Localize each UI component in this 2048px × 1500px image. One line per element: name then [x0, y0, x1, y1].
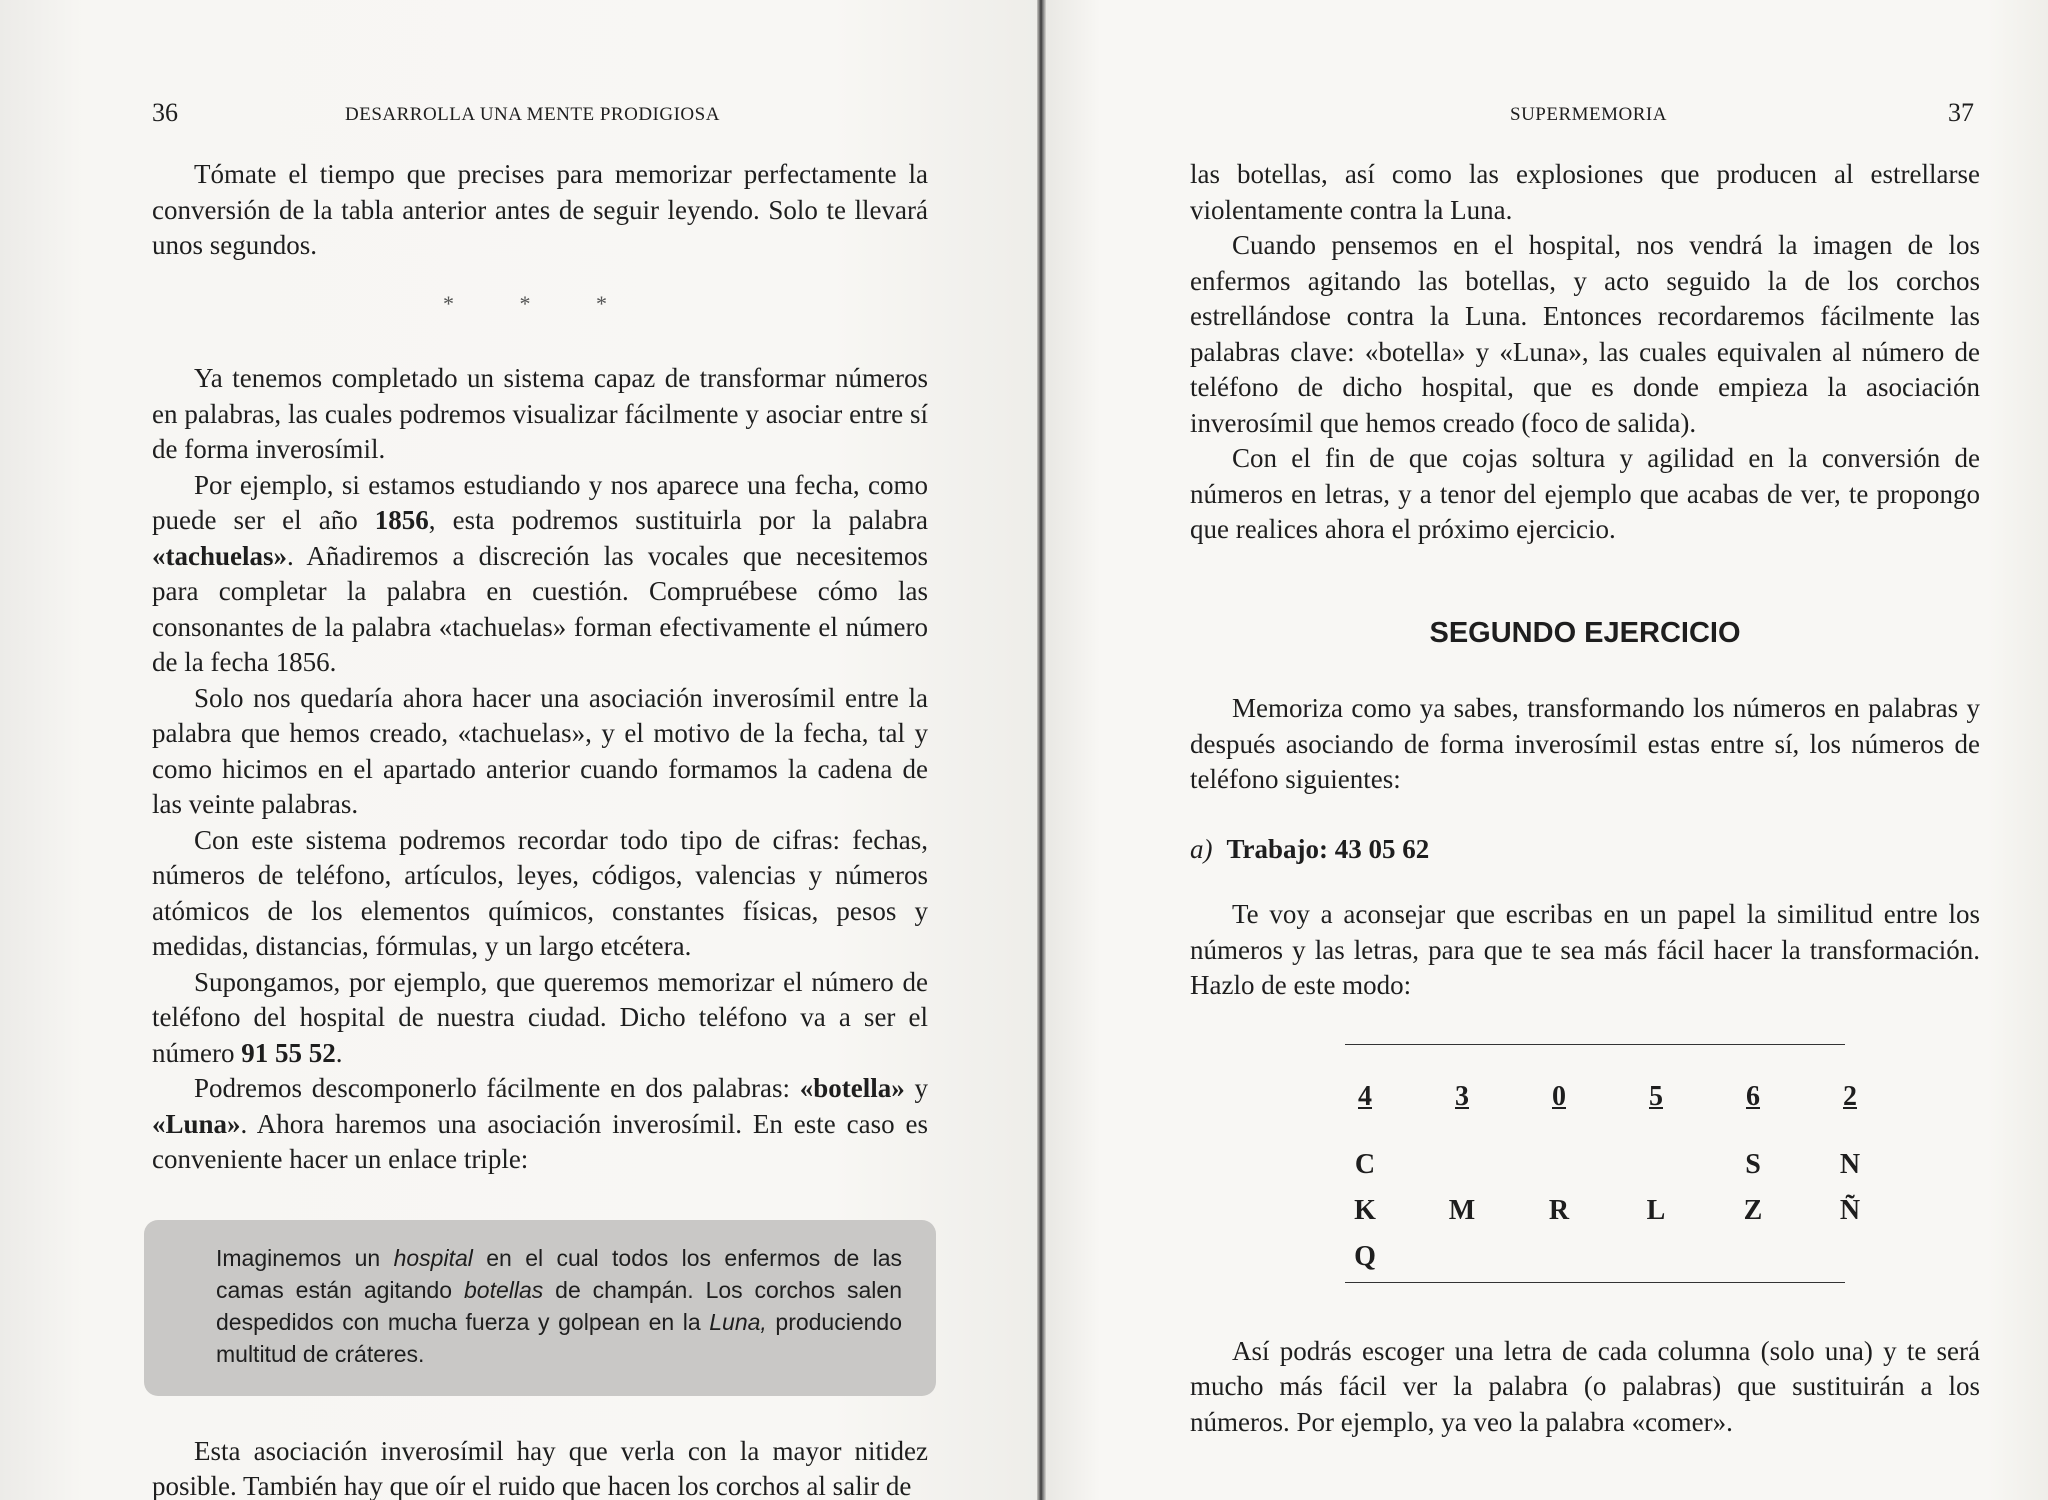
paragraph: Solo nos quedaría ahora hacer una asociación inverosímil entre la palabra que hemos creado, «tachuelas», y el motivo de la fecha, tal y como hicimos en el apartado anterior cuando formamos la cadena de las veinte palabras.: [152, 682, 928, 819]
paragraph: Podremos descomponerlo fácilmente en dos palabras: «botella» y «Luna». Ahora haremos una asociación inverosímil. En este caso es conveniente hacer un enlace triple:: [152, 1073, 928, 1174]
table-letter: L: [1646, 1194, 1666, 1226]
table-letter: C: [1354, 1148, 1376, 1180]
paragraph: Cuando pensemos en el hospital, nos vendrá la imagen de los enfermos agitando las botellas, y acto seguido la de los corchos estrellándose contra la Luna. Entonces recordaremos fácilmente las palabras clave: «botella» y «Luna», las cuales equivalen al número de teléfono de dicho hospital, que es donde empieza la asociación inverosímil que hemos creado (foco de salida).: [1190, 230, 1980, 438]
table-letter: R: [1548, 1194, 1570, 1226]
paragraph: Esta asociación inverosímil hay que verla con la mayor nitidez posible. También hay que oír el ruido que hacen los corchos al salir de: [152, 1435, 928, 1500]
paragraph: Te voy a aconsejar que escribas en un papel la similitud entre los números y las letras, para que te sea más fácil hacer la transformación. Hazlo de este modo:: [1190, 899, 1980, 1000]
word-tachuelas: «tachuelas»: [152, 540, 287, 571]
table-letter: M: [1448, 1194, 1476, 1226]
left-running-head: DESARROLLA UNA MENTE PRODIGIOSA: [345, 104, 720, 125]
section-title: SEGUNDO EJERCICIO: [1429, 616, 1741, 649]
right-folio: 37: [1948, 98, 1974, 127]
word-botella: «botella»: [799, 1073, 905, 1103]
table-letter: Q: [1354, 1240, 1376, 1272]
table-letter: [1733, 1234, 1773, 1280]
exercise-item-a: a) Trabajo: 43 05 62: [1190, 833, 1430, 864]
number-letter-table: [1190, 1044, 1980, 1294]
paragraph: Con este sistema podremos recordar todo tipo de cifras: fechas, números de teléfono, artículos, leyes, códigos, valencias y números atómicos de los elementos químicos, constantes físicas, pesos y medidas, distancias, fórmulas, y un largo etcétera.: [152, 824, 928, 961]
paragraph: Por ejemplo, si estamos estudiando y nos aparece una fecha, como puede ser el año 1856, esta podremos sustituirla por la palabra «tachuelas». Añadiremos a discreción las vocales que necesitemos para completar la palabra en cuestión. Compruébese cómo las consonantes de la palabra «tachuelas» forman efectivamente el número de la fecha 1856.: [152, 469, 928, 677]
paragraph: Con el fin de que cojas soltura y agilidad en la conversión de números en letras, y a tenor del ejemplo que acabas de ver, te propongo que realices ahora el próximo ejercicio.: [1190, 443, 1980, 544]
right-page: [1040, 0, 2048, 1500]
table-digit: 4: [1358, 1080, 1372, 1112]
table-digit: 3: [1455, 1080, 1469, 1112]
paragraph: Ya tenemos completado un sistema capaz de transformar números en palabras, las cuales podremos visualizar fácilmente y asociar entre sí de forma inverosímil.: [152, 363, 928, 464]
paragraph: Memoriza como ya sabes, transformando los números en palabras y después asociando de forma inverosímil estas entre sí, los números de teléfono siguientes:: [1190, 693, 1980, 794]
table-digit: 2: [1843, 1080, 1857, 1112]
right-running-head: SUPERMEMORIA: [1510, 104, 1667, 125]
table-letter: Ñ: [1839, 1194, 1861, 1226]
table-digit: 6: [1746, 1080, 1760, 1112]
section-break-stars: * * *: [443, 290, 637, 316]
table-letter: [1539, 1142, 1579, 1188]
paragraph: las botellas, así como las explosiones que producen al estrellarse violentamente contra la Luna.: [1190, 159, 1980, 225]
table-letter: K: [1354, 1194, 1376, 1226]
table-letter: [1442, 1234, 1482, 1280]
table-digit: 0: [1552, 1080, 1566, 1112]
table-column: [1539, 1074, 1579, 1280]
table-letter: [1636, 1142, 1676, 1188]
table-column: [1636, 1074, 1676, 1280]
table-letter: [1539, 1234, 1579, 1280]
table-column: [1733, 1074, 1773, 1280]
left-folio: 36: [152, 98, 178, 127]
table-letter: S: [1745, 1148, 1761, 1180]
table-letter: [1442, 1142, 1482, 1188]
right-body-text: [1190, 157, 1980, 1440]
paragraph: Supongamos, por ejemplo, que queremos memorizar el número de teléfono del hospital de nuestra ciudad. Dicho teléfono va a ser el número 91 55 52.: [152, 966, 928, 1068]
table-letter: N: [1839, 1148, 1861, 1180]
left-body-text: [152, 157, 928, 1500]
table-column: [1830, 1074, 1870, 1280]
paragraph: Así podrás escoger una letra de cada columna (solo una) y te será mucho más fácil ver la palabra (o palabras) que sustituirán a los números. Por ejemplo, ya veo la palabra «comer».: [1190, 1335, 1980, 1437]
table-column: [1345, 1074, 1385, 1280]
table-digit: 5: [1649, 1080, 1663, 1112]
year-1856: 1856: [374, 505, 429, 535]
hospital-number: 91 55 52: [241, 1037, 336, 1068]
table-letter: Z: [1743, 1194, 1763, 1226]
table-column: [1442, 1074, 1482, 1280]
word-luna: «Luna»: [152, 1108, 241, 1139]
table-letter: [1636, 1234, 1676, 1280]
table-top-rule: [1345, 1044, 1845, 1045]
table-letter: [1830, 1234, 1870, 1280]
book-gutter: [1037, 0, 1046, 1500]
association-callout-box: Imaginemos un hospital en el cual todos los enfermos de las camas están agitando botellas de champán. Los corchos salen despedidos con mucha fuerza y golpean en la Luna, produciendo multitud de cráteres.: [144, 1220, 936, 1396]
table-bottom-rule: [1345, 1282, 1845, 1283]
paragraph: Tómate el tiempo que precises para memorizar perfectamente la conversión de la tabla anterior antes de seguir leyendo. Solo te llevará unos segundos.: [152, 159, 928, 260]
